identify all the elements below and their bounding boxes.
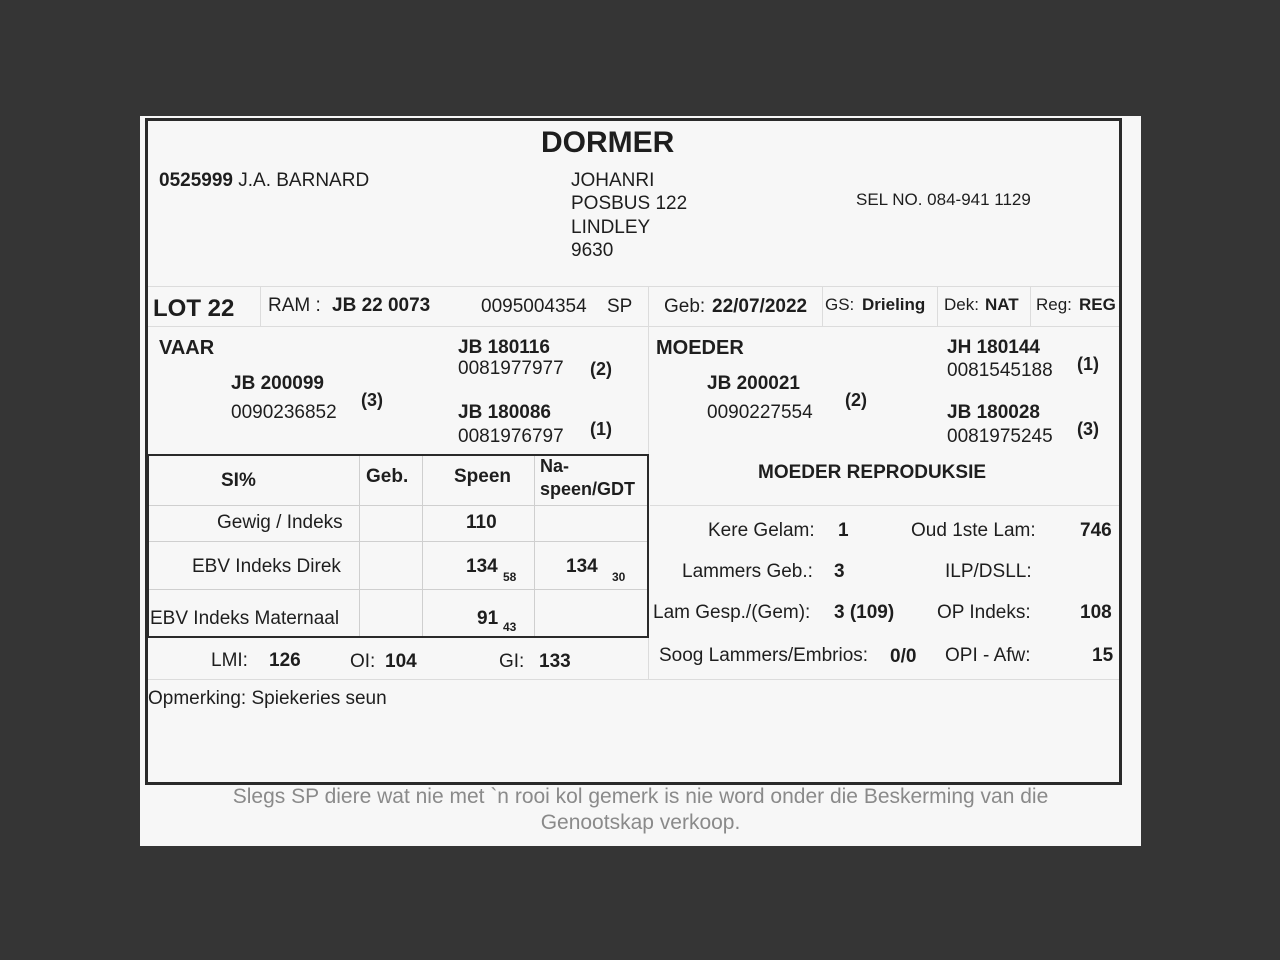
si-row-divider-3: [149, 589, 647, 590]
op-indeks-value: 108: [1080, 602, 1112, 623]
si-header-naspeen-2: speen/GDT: [540, 479, 636, 499]
opi-afw-value: 15: [1092, 645, 1114, 666]
grandsire-2-id: JB 180086: [458, 402, 551, 423]
kere-gelam-label: Kere Gelam:: [708, 520, 815, 541]
phone-number: SEL NO. 084-941 1129: [856, 190, 1031, 209]
footer-line-2: Genootskap verkoop.: [540, 811, 741, 834]
birth-date: 22/07/2022: [712, 296, 808, 317]
sire-section-label: VAAR: [159, 337, 215, 359]
si-row-direk-label: EBV Indeks Direk: [192, 556, 341, 577]
si-header-speen: Speen: [454, 466, 512, 487]
remark-label: Opmerking:: [148, 688, 247, 709]
granddam-1-id: JH 180144: [947, 337, 1040, 358]
gs-label: GS:: [825, 295, 855, 314]
si-row-gewig-label: Gewig / Indeks: [217, 512, 343, 533]
dek-value: NAT: [985, 295, 1019, 314]
opi-afw-label: OPI - Afw:: [945, 645, 1031, 666]
footer-line-1: Slegs SP diere wat nie met `n rooi kol gemerk is nie word onder die Beskerming van die: [232, 785, 1049, 808]
birth-date-label: Geb:: [664, 296, 706, 317]
lam-gesp-label: Lam Gesp./(Gem):: [653, 602, 811, 623]
granddam-2-number: 0081975245: [947, 426, 1053, 447]
reg-value: REG: [1079, 295, 1116, 314]
dam-id: JB 200021: [707, 373, 800, 394]
grandsire-2-rank: (1): [590, 419, 612, 439]
lammers-geb-value: 3: [834, 561, 845, 582]
gs-value: Drieling: [862, 295, 926, 314]
si-row-direk-naspeen: 134: [566, 556, 598, 577]
si-header-si: SI%: [221, 470, 256, 491]
repro-title: MOEDER REPRODUKSIE: [758, 462, 987, 483]
si-col-divider-3: [534, 456, 535, 636]
dek-label: Dek:: [944, 295, 979, 314]
op-indeks-label: OP Indeks:: [937, 602, 1031, 623]
si-row-maternaal-speen-sub: 43: [503, 620, 517, 634]
oi-label: OI:: [350, 651, 376, 672]
kere-gelam-value: 1: [838, 520, 849, 541]
ram-class: SP: [607, 296, 633, 317]
gi-label: GI:: [499, 651, 525, 672]
lmi-value: 126: [269, 650, 301, 671]
breeder-name: J.A. BARNARD: [238, 170, 370, 191]
breeder-number: 0525999: [159, 170, 233, 191]
si-row-direk-naspeen-sub: 30: [612, 570, 626, 584]
soog-lammers-label: Soog Lammers/Embrios:: [659, 645, 869, 666]
lam-gesp-value: 3 (109): [834, 602, 895, 623]
dam-section-label: MOEDER: [656, 337, 744, 359]
sire-id: JB 200099: [231, 373, 324, 394]
si-col-divider-1: [359, 456, 360, 636]
si-row-gewig-speen: 110: [466, 512, 497, 533]
address-line-4: 9630: [571, 240, 614, 261]
soog-lammers-value: 0/0: [890, 646, 917, 667]
si-row-maternaal-label: EBV Indeks Maternaal: [150, 608, 340, 629]
address-line-1: JOHANRI: [571, 170, 655, 191]
granddam-2-rank: (3): [1077, 419, 1099, 439]
dam-rank: (2): [845, 390, 867, 410]
si-row-direk-speen-sub: 58: [503, 570, 517, 584]
ram-id: JB 22 0073: [332, 295, 431, 316]
si-header-naspeen-1: Na-: [540, 456, 570, 476]
address-line-3: LINDLEY: [571, 217, 651, 238]
grandsire-1-number: 0081977977: [458, 358, 564, 379]
si-row-divider-2: [149, 541, 647, 542]
granddam-1-number: 0081545188: [947, 360, 1053, 381]
lot-label: LOT 22: [153, 295, 235, 322]
si-row-direk-speen: 134: [466, 556, 498, 577]
sire-rank: (3): [361, 390, 383, 410]
footer-disclaimer: [140, 784, 1141, 836]
dam-number: 0090227554: [707, 402, 813, 423]
remark-text: Spiekeries seun: [251, 688, 387, 709]
address-line-2: POSBUS 122: [571, 193, 688, 214]
sire-number: 0090236852: [231, 402, 337, 423]
grandsire-1-rank: (2): [590, 359, 612, 379]
breed-title: DORMER: [541, 126, 675, 159]
lammers-geb-label: Lammers Geb.:: [682, 561, 813, 582]
oud-1ste-lam-value: 746: [1080, 520, 1112, 541]
reg-label: Reg:: [1036, 295, 1072, 314]
oud-1ste-lam-label: Oud 1ste Lam:: [911, 520, 1036, 541]
remark: [148, 688, 387, 710]
si-header-geb: Geb.: [366, 466, 409, 487]
gi-value: 133: [539, 651, 571, 672]
si-row-divider-1: [149, 505, 647, 506]
granddam-1-rank: (1): [1077, 354, 1099, 374]
ilp-dsll-label: ILP/DSLL:: [945, 561, 1032, 582]
ram-reg-no: 0095004354: [481, 296, 587, 317]
oi-value: 104: [385, 651, 417, 672]
si-col-divider-2: [422, 456, 423, 636]
ram-label: RAM :: [268, 295, 321, 316]
granddam-2-id: JB 180028: [947, 402, 1040, 423]
lmi-label: LMI:: [211, 650, 248, 671]
breeder: [159, 170, 369, 192]
si-row-maternaal-speen: 91: [477, 608, 499, 629]
grandsire-1-id: JB 180116: [458, 337, 550, 358]
grandsire-2-number: 0081976797: [458, 426, 564, 447]
